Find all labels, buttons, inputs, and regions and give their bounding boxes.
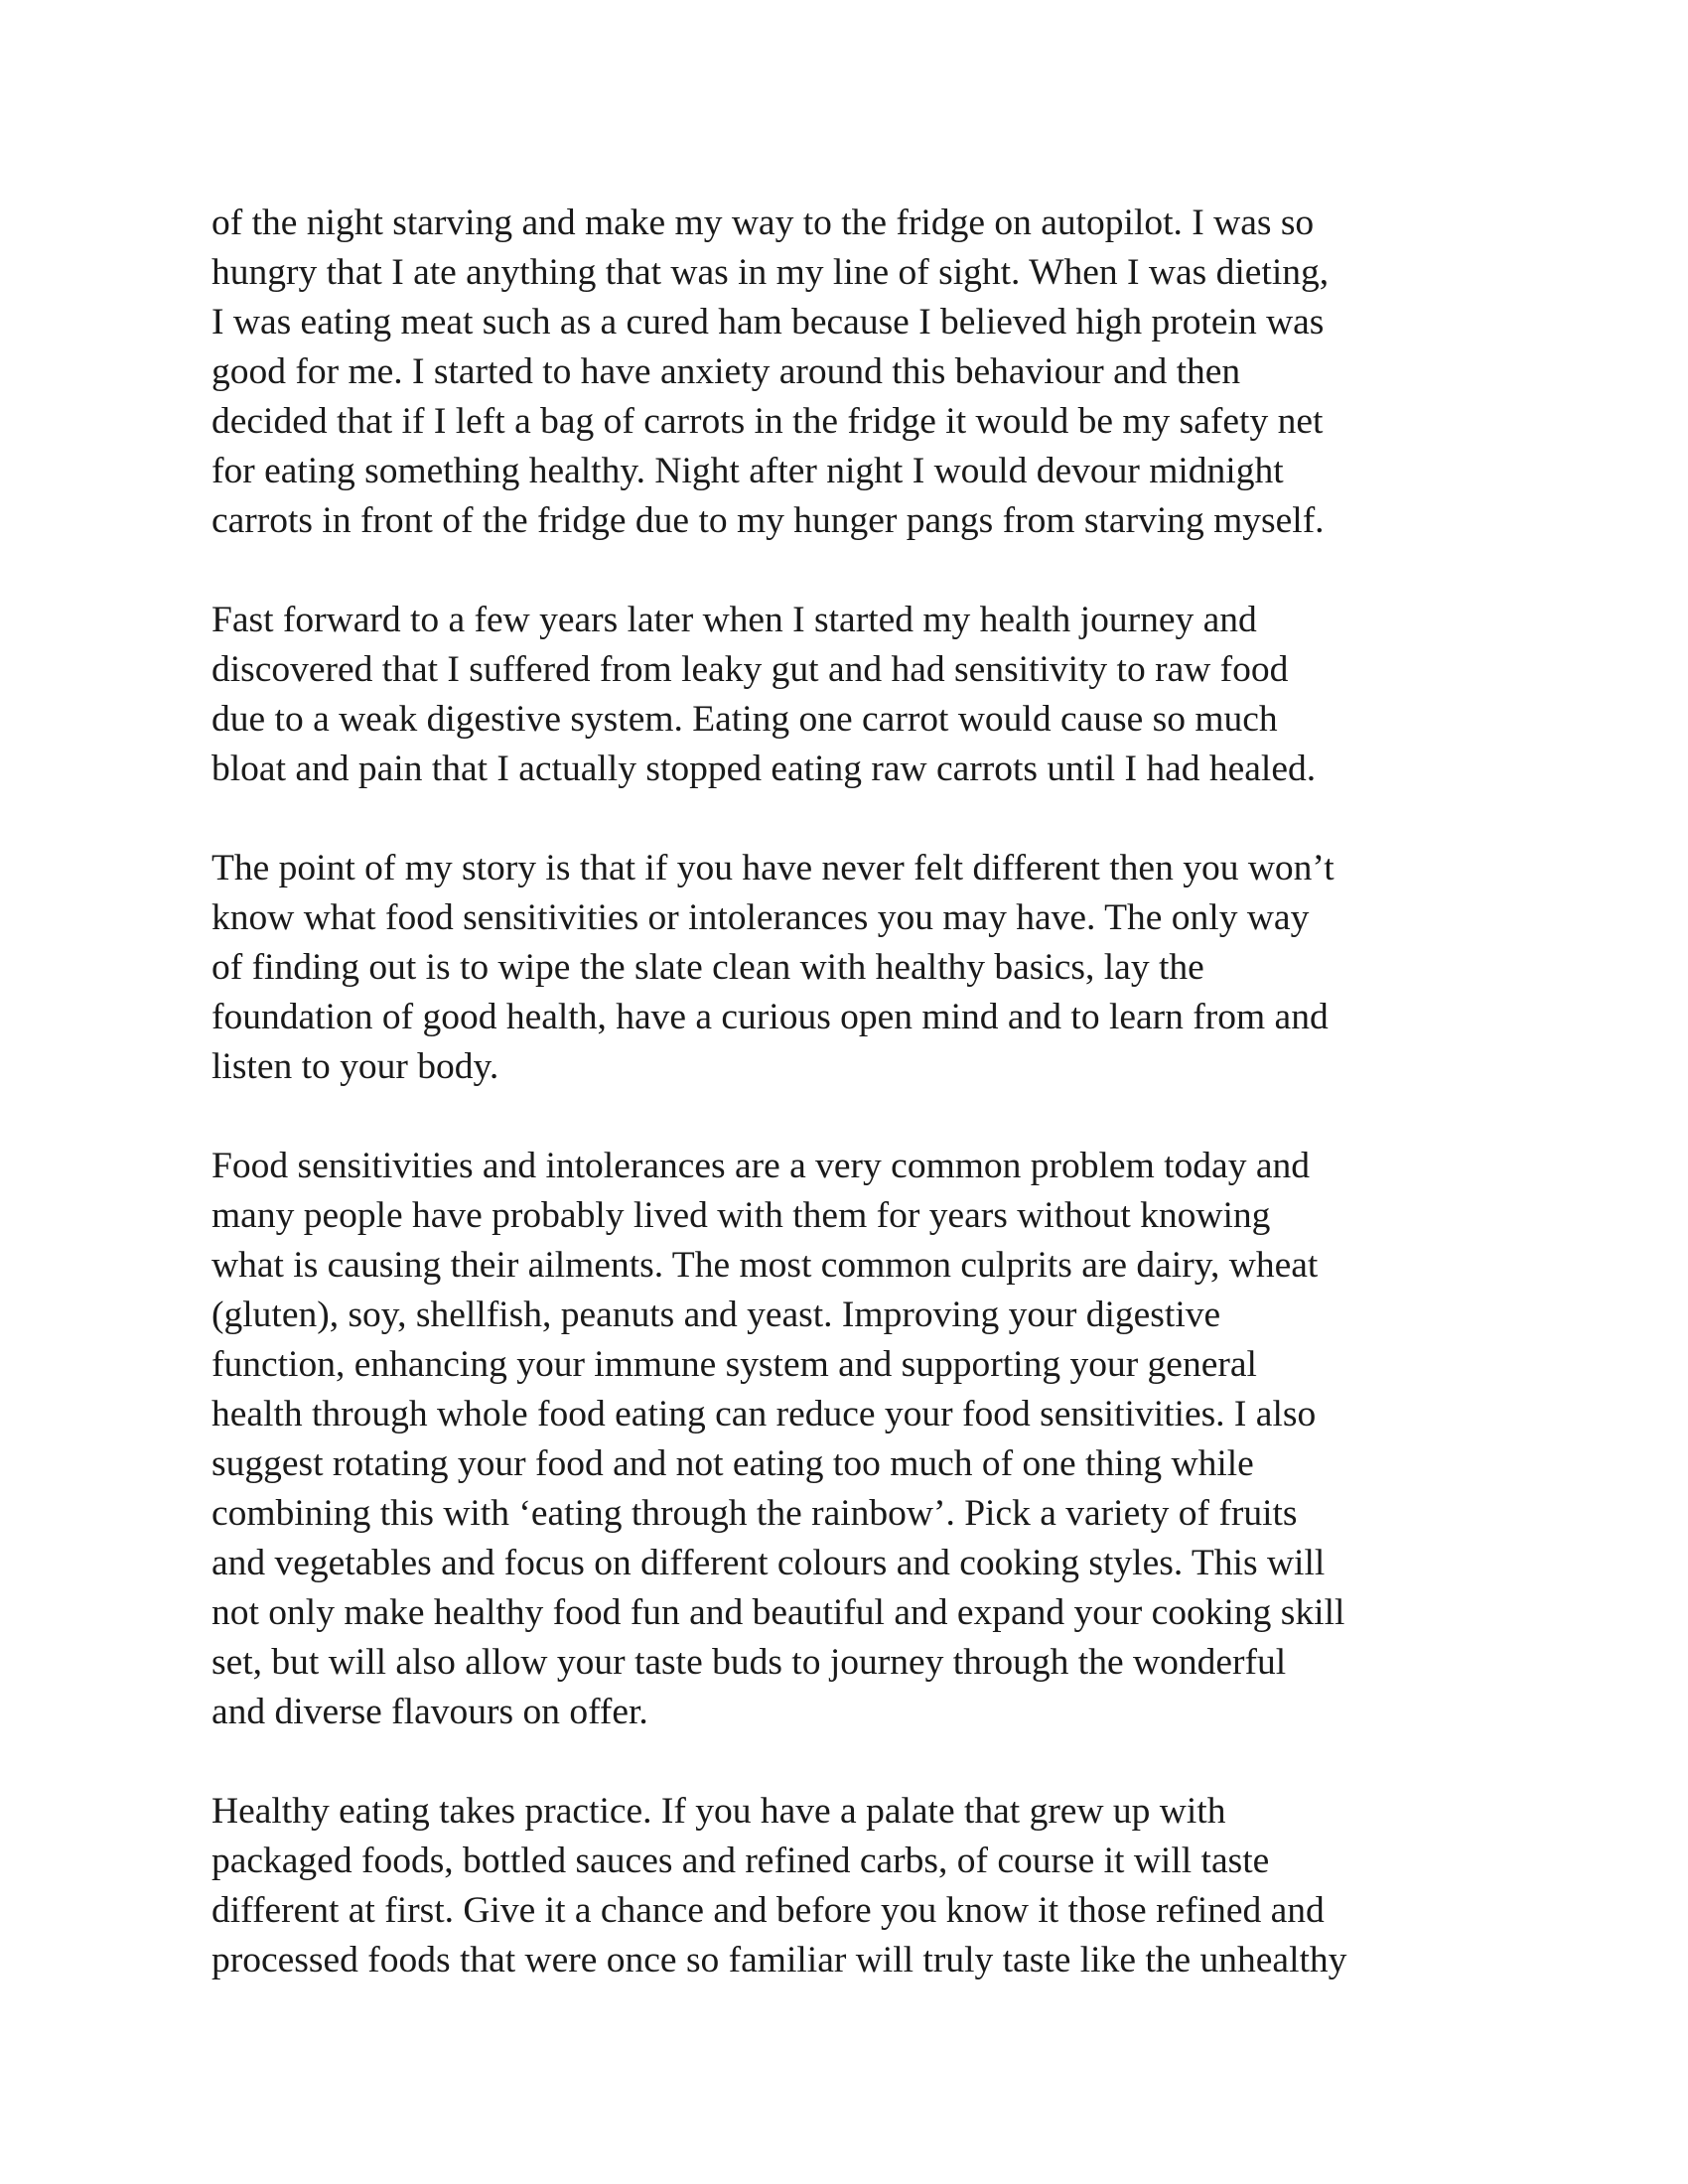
text-line: many people have probably lived with them for years without knowing	[211, 1195, 1271, 1236]
text-line: listen to your body.	[211, 1046, 499, 1087]
text-line: set, but will also allow your taste buds to journey through the wonderful	[211, 1642, 1287, 1683]
text-line: for eating something healthy. Night after night I would devour midnight	[211, 451, 1284, 491]
text-line: of finding out is to wipe the slate clean with healthy basics, lay the	[211, 947, 1204, 988]
paragraph	[211, 1142, 1502, 1737]
paragraph	[211, 1787, 1502, 1985]
text-line: Fast forward to a few years later when I started my health journey and	[211, 600, 1257, 640]
text-line: good for me. I started to have anxiety around this behaviour and then	[211, 351, 1241, 392]
text-line: what is causing their ailments. The most common culprits are dairy, wheat	[211, 1245, 1319, 1286]
paragraph	[211, 199, 1502, 546]
text-line: discovered that I suffered from leaky gut and had sensitivity to raw food	[211, 649, 1289, 690]
text-line: (gluten), soy, shellfish, peanuts and yeast. Improving your digestive	[211, 1295, 1221, 1335]
text-line: combining this with ‘eating through the rainbow’. Pick a variety of fruits	[211, 1493, 1298, 1534]
text-line: processed foods that were once so familiar will truly taste like the unhealthy	[211, 1940, 1347, 1980]
text-line: foundation of good health, have a curious open mind and to learn from and	[211, 997, 1329, 1037]
text-line: and diverse flavours on offer.	[211, 1692, 648, 1732]
text-line: function, enhancing your immune system and supporting your general	[211, 1344, 1257, 1385]
text-line: Healthy eating takes practice. If you have a palate that grew up with	[211, 1791, 1226, 1832]
text-line: not only make healthy food fun and beautiful and expand your cooking skill	[211, 1592, 1345, 1633]
text-line: health through whole food eating can reduce your food sensitivities. I also	[211, 1394, 1317, 1434]
text-line: and vegetables and focus on different colours and cooking styles. This will	[211, 1543, 1326, 1583]
text-line: of the night starving and make my way to the fridge on autopilot. I was so	[211, 203, 1315, 243]
text-line: carrots in front of the fridge due to my hunger pangs from starving myself.	[211, 500, 1325, 541]
text-line: suggest rotating your food and not eating too much of one thing while	[211, 1443, 1254, 1484]
paragraph	[211, 596, 1502, 794]
text-line: The point of my story is that if you have never felt different then you won’t	[211, 848, 1335, 888]
text-line: different at first. Give it a chance and before you know it those refined and	[211, 1890, 1325, 1931]
text-line: bloat and pain that I actually stopped eating raw carrots until I had healed.	[211, 749, 1317, 789]
text-line: due to a weak digestive system. Eating one carrot would cause so much	[211, 699, 1278, 740]
text-line: hungry that I ate anything that was in my line of sight. When I was dieting,	[211, 252, 1330, 293]
text-line: I was eating meat such as a cured ham because I believed high protein was	[211, 302, 1325, 342]
text-line: packaged foods, bottled sauces and refined carbs, of course it will taste	[211, 1841, 1270, 1881]
page-body-text	[211, 199, 1502, 2035]
text-line: Food sensitivities and intolerances are a very common problem today and	[211, 1146, 1310, 1186]
text-line: decided that if I left a bag of carrots in the fridge it would be my safety net	[211, 401, 1324, 442]
text-line: know what food sensitivities or intolerances you may have. The only way	[211, 897, 1310, 938]
paragraph	[211, 844, 1502, 1092]
